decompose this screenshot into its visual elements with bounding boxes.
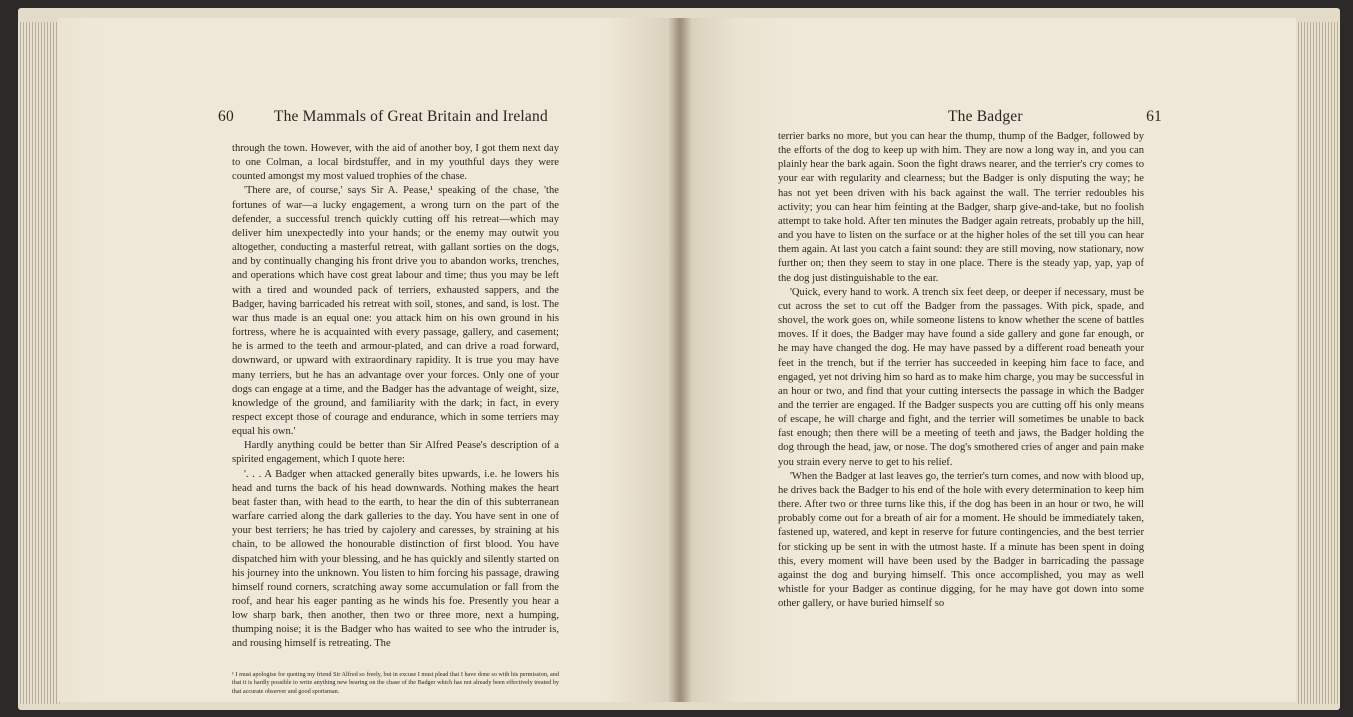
- right-page-number: 61: [1146, 108, 1162, 125]
- left-page-body: [232, 142, 559, 652]
- book-gutter: [668, 18, 692, 702]
- right-page-header: [778, 108, 1162, 126]
- paragraph: 'When the Badger at last leaves go, the terrier's turn comes, and now with blood up, he drives back the Badger to his end of the hole with every determination to keep him there. After two or three turns like this, if the dog has been in an hour or two, he will probably come out for a breath of air for a moment. He should be immediately taken, fastened up, watered, and kept in reserve for future contingencies, and the best terrier for sticking up be sent in with the utmost haste. If a minute has been spent in doing this, every moment will have been used by the Badger in barricading the passage against the dog and burying himself. This once accomplished, you may as well whistle for your Badger as continue digging, for he may have got down into some other gallery, or have buried himself so: [778, 470, 1144, 610]
- paragraph: '. . . A Badger when attacked generally bites upwards, i.e. he lowers his head and turns the back of his head downwards. Nothing makes the heart beat faster than, with head to the earth, to hear the din of this subterranean warfare carried along the dark galleries to the day. You have sent in one of your best terriers; he has tried by cajolery and caresses, by straining at his chain, to be allowed the honourable distinction of first blood. You have dispatched him with your blessing, and he has quickly and silently started on his journey into the unknown. You listen to him forcing his passage, drawing himself round corners, scratching away some accumulation or fall from the roof, and hear his eager panting as he winds his foe. Presently you hear a low sharp bark, then another, then two or three more, next a humping, thumping noise; it is the Badger who has waited to see who the intruder is, and rousing himself is retreating. The: [232, 468, 559, 650]
- paragraph: Hardly anything could be better than Sir Alfred Pease's description of a spirited engagement, which I quote here:: [232, 440, 559, 466]
- paragraph: terrier barks no more, but you can hear the thump, thump of the Badger, followed by the efforts of the dog to keep up with him. They are now a long way in, and you can plainly hear the bark again. Soon the fight draws nearer, and the terrier's cry comes to your ear with regularity and clearness; but the Badger is only disputing the way; he has not yet been driven with his back against the wall. The terrier redoubles his activity; you can hear him feinting at the Badger, sharp give-and-take, but no foolish attempt to take hold. After ten minutes the Badger again retreats, probably up the hill, and you have to listen on the surface or at the higher holes of the set till you can hear them again. At last you catch a faint sound: they are still moving, now stationary, now further on; then they seem to stay in one place. There is the steady yap, yap, yap of the dog just distinguishable to the ear.: [778, 131, 1144, 284]
- left-page-number: 60: [218, 108, 234, 125]
- footnote: ¹ I must apologise for quoting my friend Sir Alfred so freely, but in excuse I must plead that I have done so with his permission, and that it is hardly possible to write anything new bearing on the chase of the Badger which has not already been effectively treated by that accurate observer and good sportsman.: [232, 671, 559, 695]
- paragraph: through the town. However, with the aid of another boy, I got them next day to one Colman, a local birdstuffer, and in my youthful days they were counted amongst my most valued trophies of the chase.: [232, 143, 559, 183]
- page-edges-left: [18, 22, 62, 704]
- right-page-body: [778, 130, 1144, 611]
- left-page: [58, 18, 678, 702]
- page-edges-right: [1296, 22, 1340, 704]
- left-page-header: [218, 108, 563, 126]
- open-book: [18, 8, 1340, 710]
- paragraph: 'Quick, every hand to work. A trench six feet deep, or deeper if necessary, must be cut across the set to cut off the Badger from the passages. With pick, spade, and shovel, the work goes on, while someone listens to know whether the scene of battles moves. If it does, the Badger may have found a side gallery and gone far enough, or he may have changed the dog. He may have passed by a different road beneath your feet in the trench, but if the terrier has succeeded in keeping him face to face, and engaged, yet not driving him so hard as to make him charge, you may be successful in an hour or two, and find that your cutting intersects the passage in which the Badger and the terrier are engaged. If the Badger suspects you are cutting off his only means of escape, he will charge and fight, and the terrier will sometimes be unable to back fast enough; then there will be a meeting of teeth and jaws, the Badger holding the dog through the head, jaw, or nose. The dog's smothered cries of anger and pain make you strain every nerve to get to his relief.: [778, 286, 1144, 468]
- left-running-head: The Mammals of Great Britain and Ireland: [273, 108, 548, 125]
- right-page: [678, 18, 1296, 702]
- right-running-head: The Badger: [948, 108, 1023, 125]
- paragraph: 'There are, of course,' says Sir A. Pease,¹ speaking of the chase, 'the fortunes of war—a lucky engagement, a wrong turn on the part of the defender, a successful trench quickly cutting off his retreat—which may deliver him unexpectedly into your hands; or the enemy may outwit you altogether, conducting a masterful retreat, with gallant sorties on the dogs, and by continually changing his front drive you to abandon works, trenches, and operations which have cost great labour and time; thus you may be left with a tired and wounded pack of terriers, exhausted sappers, and the Badger, having barricaded his retreat with soil, stones, and sand, is lost. The war thus made is an equal one: you attack him on his own ground in his fortress, where he is acquainted with every passage, gallery, and casement; he is armed to the teeth and armour-plated, and can drive a road forward, downward, or upward with extraordinary rapidity. It is true you may have many terriers, but he has an advantage over your forces. Only one of your dogs can engage at a time, and the Badger has the advantage of weight, size, knowledge of the ground, and familiarity with the dark; in fact, in every respect except those of courage and endurance, which in some terriers may equal his own.': [232, 185, 559, 438]
